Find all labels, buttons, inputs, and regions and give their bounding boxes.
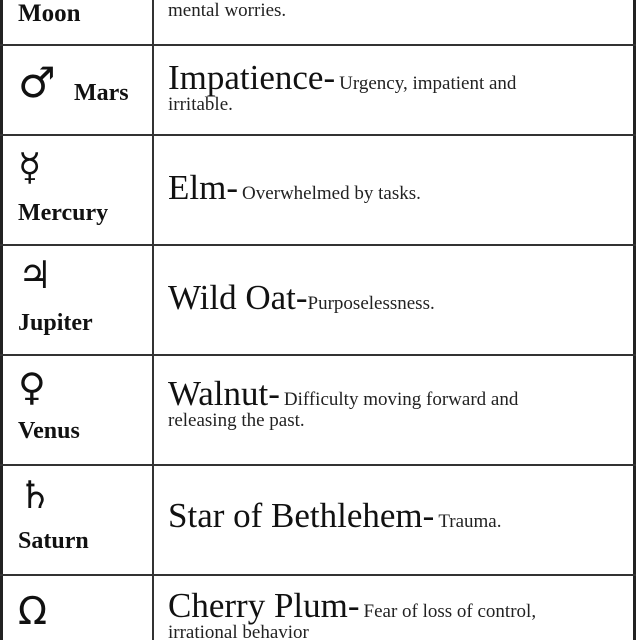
planet-name: Mercury bbox=[18, 200, 109, 226]
remedy-description: Urgency, impatient and bbox=[339, 73, 517, 94]
table-row bbox=[0, 466, 636, 574]
remedy-description: Purposelessness. bbox=[307, 293, 435, 314]
planet-name: Jupiter bbox=[18, 310, 93, 336]
remedy-description-cont: releasing the past. bbox=[168, 410, 305, 431]
planet-name: Moon bbox=[18, 0, 81, 27]
omega-symbol-icon: Ω bbox=[18, 589, 48, 633]
remedy-description: mental worries. bbox=[168, 0, 287, 21]
table-row bbox=[0, 46, 636, 134]
mercury-symbol-icon: ☿ bbox=[18, 145, 42, 189]
table-row bbox=[0, 576, 636, 640]
remedy-description-cont: irrational behavior bbox=[168, 622, 309, 640]
table-row bbox=[0, 136, 636, 244]
remedy-name: Wild Oat- bbox=[168, 278, 308, 317]
remedy-description: Trauma. bbox=[438, 511, 502, 532]
remedy-name: Cherry Plum- bbox=[168, 586, 360, 625]
remedy-name: Star of Bethlehem- bbox=[168, 496, 435, 535]
remedy-description: Difficulty moving forward and bbox=[283, 389, 519, 410]
remedy-description-cont: irritable. bbox=[168, 94, 233, 115]
table-row bbox=[0, 356, 636, 464]
jupiter-symbol-icon: ♃ bbox=[18, 253, 53, 297]
saturn-symbol-icon: ♄ bbox=[18, 473, 53, 517]
planet-name: Saturn bbox=[18, 528, 89, 554]
remedy-description: Fear of loss of control, bbox=[363, 601, 537, 622]
mars-symbol-icon: ♂ bbox=[18, 58, 56, 107]
venus-symbol-icon: ♀ bbox=[18, 365, 46, 409]
table-row bbox=[0, 0, 636, 44]
remedy-description: Overwhelmed by tasks. bbox=[241, 183, 421, 204]
remedy-name: Elm- bbox=[168, 168, 238, 207]
planet-name: Mars bbox=[74, 80, 129, 106]
remedy-name: Walnut- bbox=[168, 374, 280, 413]
remedy-name: Impatience- bbox=[168, 58, 336, 97]
table-row bbox=[0, 246, 636, 354]
planet-name: Venus bbox=[18, 418, 80, 444]
